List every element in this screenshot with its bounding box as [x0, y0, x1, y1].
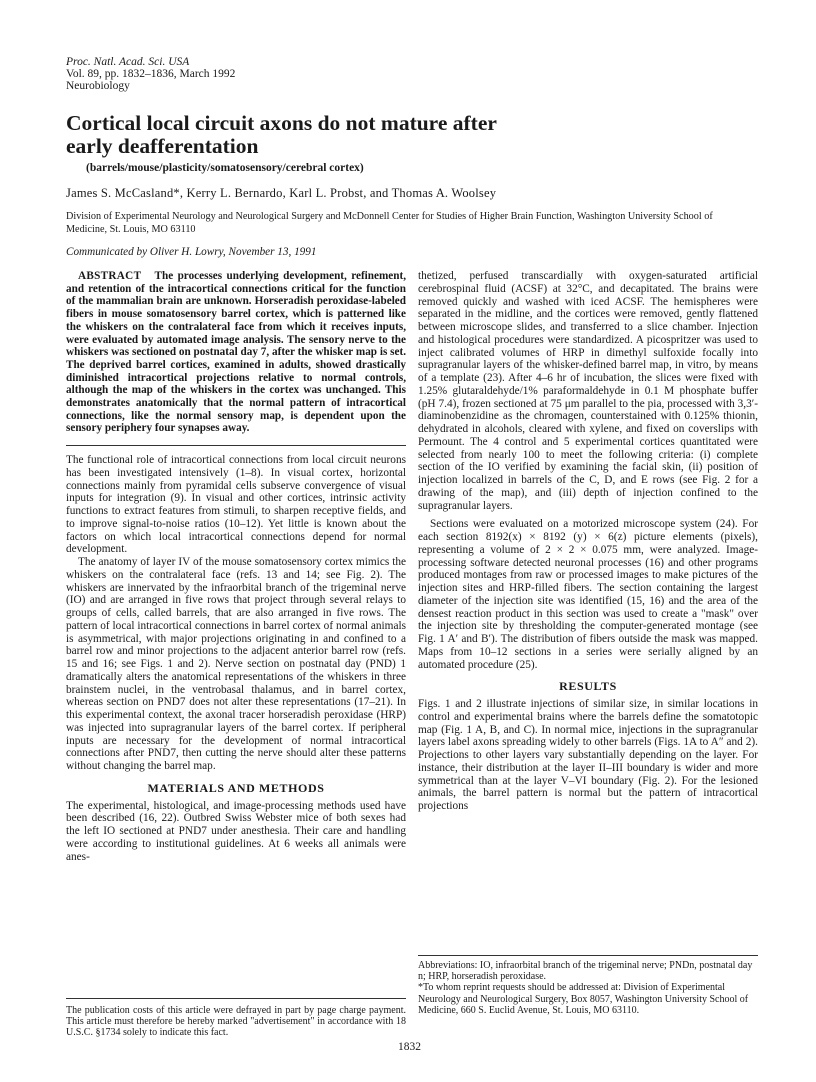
affiliation: Division of Experimental Neurology and Neurological Surgery and McDonnell Center for Studies of Higher Brain Function, Washington University School of Medicine, St. Louis, MO 63110: [66, 211, 713, 235]
intro-paragraph-2: The anatomy of layer IV of the mouse somatosensory cortex mimics the whiskers on the contralateral face (refs. 13 and 14; see Fig. 2). The whiskers are innervated by the infraorbital branch of the trigeminal nerve (IO) and are arranged in five rows that project through several relays to groups of cells, called barrels, that are also arranged in five rows. The pattern of local intracortical connections in barrel cortex of normal animals is asymmetrical, with major projections originating in and confined to a barrel row and minor projections to the adjacent anterior barrel row (refs. 15 and 16; see Figs. 1 and 2). Nerve section on postnatal day (PND) 1 dramatically alters the anatomical representations of the whiskers in three brainstem nuclei, in the ventrobasal thalamus, and in barrel cortex, whereas section on PND7 does not alter these representations (17–21). In this experimental context, the axonal tracer horseradish peroxidase (HRP) was injected into supragranular layers of the barrel cortex. If peripheral inputs are necessary for the development of normal intracortical connections after PND7, then cutting the nerve should alter these patterns without changing the barrel map.: [66, 556, 406, 773]
right-column: [418, 270, 758, 813]
abstract-divider: [66, 445, 406, 446]
footnote-left-divider: [66, 998, 406, 999]
journal-name: Proc. Natl. Acad. Sci. USA: [66, 56, 190, 68]
section-name: Neurobiology: [66, 80, 130, 92]
abstract-text: The processes underlying development, refinement, and retention of the intracortical connections critical for the function of the mammalian brain are unknown. Horseradish peroxidase-labeled fibers in mouse somatosensory barrel cortex, which is patterned like the whiskers on the contralateral face from which it receives inputs, were evaluated by automated image analysis. The sensory nerve to the whiskers was sectioned on postnatal day 7, after the whisker map is set. The deprived barrel cortices, examined in adults, showed drastically diminished intracortical projections relative to normal controls, although the map of the whiskers in the cortex was unchanged. This demonstrates anatomically that the normal pattern of intracortical connections, like the normal sensory map, is dependent upon the sensory periphery four synapses away.: [66, 270, 407, 435]
title-line-1: Cortical local circuit axons do not mature after: [66, 111, 497, 135]
journal-header: [66, 56, 235, 92]
methods-continued-paragraph: thetized, perfused transcardially with oxygen-saturated artificial cerebrospinal fluid (ACSF) at 32°C, and decapitated. The brains were removed quickly and washed with iced ACSF. The hemispheres were separated in the midline, and the cortices were removed, gently flattened between microscope slides, and transferred to a slice chamber. Injection and histological procedures were standardized. A picospritzer was used to inject calibrated volumes of HRP in dimethyl sulfoxide focally into supragranular layers of the whisker-defined barrel map, in vitro, by means of a template (23). After 4–6 hr of incubation, the slices were fixed with 1.25% glutaraldehyde/1% paraformaldehyde in 0.1 M phosphate buffer (pH 7.4), frozen sectioned at 75 μm parallel to the pia, processed with 3,3′-diaminobenzidine as the chromagen, counterstained with 0.125% thionin, dehydrated in alcohols, cleared with xylene, and fixed on coverslips with Permount. The 4 control and 5 experimental cortices quantitated were selected from nearly 100 to meet the following criteria: (i) complete section of the IO verified by examining the facial skin, (ii) position of injection localized in barrels of the C, D, and E rows (see Fig. 2 for a drawing of the map), and (iii) depth of injection confined to the supragranular layers.: [418, 270, 758, 512]
methods-heading: MATERIALS AND METHODS: [147, 780, 325, 795]
footnote-divider: [418, 955, 758, 956]
article-title: [66, 112, 706, 158]
footnotes-right: [418, 955, 758, 1016]
abstract: [66, 270, 406, 435]
intro-paragraph-1: The functional role of intracortical connections from local circuit neurons has been investigated intensively (1–8). In visual cortex, horizontal connections mainly from pyramidal cells subserve convergence of visual inputs for integration (9). In visual and other cortices, intrinsic activity functions to extract features from stimuli, to sharpen receptive fields, and to improve signal-to-noise ratios (10–12). Yet little is known about the factors on which local intracortical connections depend for normal development.: [66, 454, 406, 556]
communicated-by: Communicated by Oliver H. Lowry, November 13, 1991: [66, 246, 317, 258]
abstract-label: ABSTRACT: [78, 270, 142, 282]
methods-sections-paragraph: Sections were evaluated on a motorized microscope system (24). For each section 8192(x) × 8192 (y) × 6(z) picture elements (pixels), representing a volume of 2 × 2 × 0.075 mm, were analyzed. Image-processing software detected neuronal processes (16) and other programs produced montages from raw or processed images to make pictures of the injection sites and HRP-filled fibers. The section containing the largest diameter of the injection site was identified (15, 16) and the area of the densest reaction product in this section was used to create a "mask" over the injection site by thresholding the computer-generated montage (see Fig. 1 A′ and B′). The distribution of fibers outside the mask was mapped. Maps from 10–12 sections in a series were serially aligned by an automated procedure (25).: [418, 518, 758, 671]
footnote-left: [66, 998, 406, 1039]
reprint-footnote: *To whom reprint requests should be addressed at: Division of Experimental Neurology and Neurological Surgery, Box 8057, Washington University School of Medicine, 660 S. Euclid Avenue, St. Louis, MO 63110.: [418, 982, 749, 1016]
methods-paragraph: The experimental, histological, and image-processing methods used have been described (16, 22). Outbred Swiss Webster mice of both sexes had the left IO sectioned at PND7 under anesthesia. Their care and handling were according to institutional guidelines. At 6 weeks all animals were anes-: [66, 799, 406, 863]
title-line-2: early deafferentation: [66, 134, 259, 158]
results-paragraph: Figs. 1 and 2 illustrate injections of similar size, in similar locations in control and experimental brains where the barrels define the somatotopic map (Fig. 1 A, B, and C). In normal mice, injections in the supragranular layers label axons spreading widely to other barrels (Figs. 1A to A″ and 2). Projections to other layers vary substantially depending on the layer. For instance, their distribution at the layer II–III boundary is wider and more symmetrical than at the layer V–VI boundary (Fig. 2). For the lesioned animals, the barrel pattern is normal but the pattern of intracortical projections: [418, 698, 758, 812]
keywords: (barrels/mouse/plasticity/somatosensory/cerebral cortex): [86, 162, 364, 174]
volume-info: Vol. 89, pp. 1832–1836, March 1992: [66, 68, 236, 80]
results-heading: RESULTS: [559, 679, 617, 694]
authors: James S. McCasland*, Kerry L. Bernardo, Karl L. Probst, and Thomas A. Woolsey: [66, 186, 497, 200]
abbreviations-footnote: Abbreviations: IO, infraorbital branch of the trigeminal nerve; PNDn, postnatal day n; HRP, horseradish peroxidase.: [418, 960, 753, 983]
page-number: 1832: [398, 1041, 421, 1053]
left-column: [66, 270, 406, 863]
publication-costs-footnote: The publication costs of this article were defrayed in part by page charge payment. This article must therefore be hereby marked "advertisement" in accordance with 18 U.S.C. §1734 solely to indicate this fact.: [66, 1005, 406, 1039]
